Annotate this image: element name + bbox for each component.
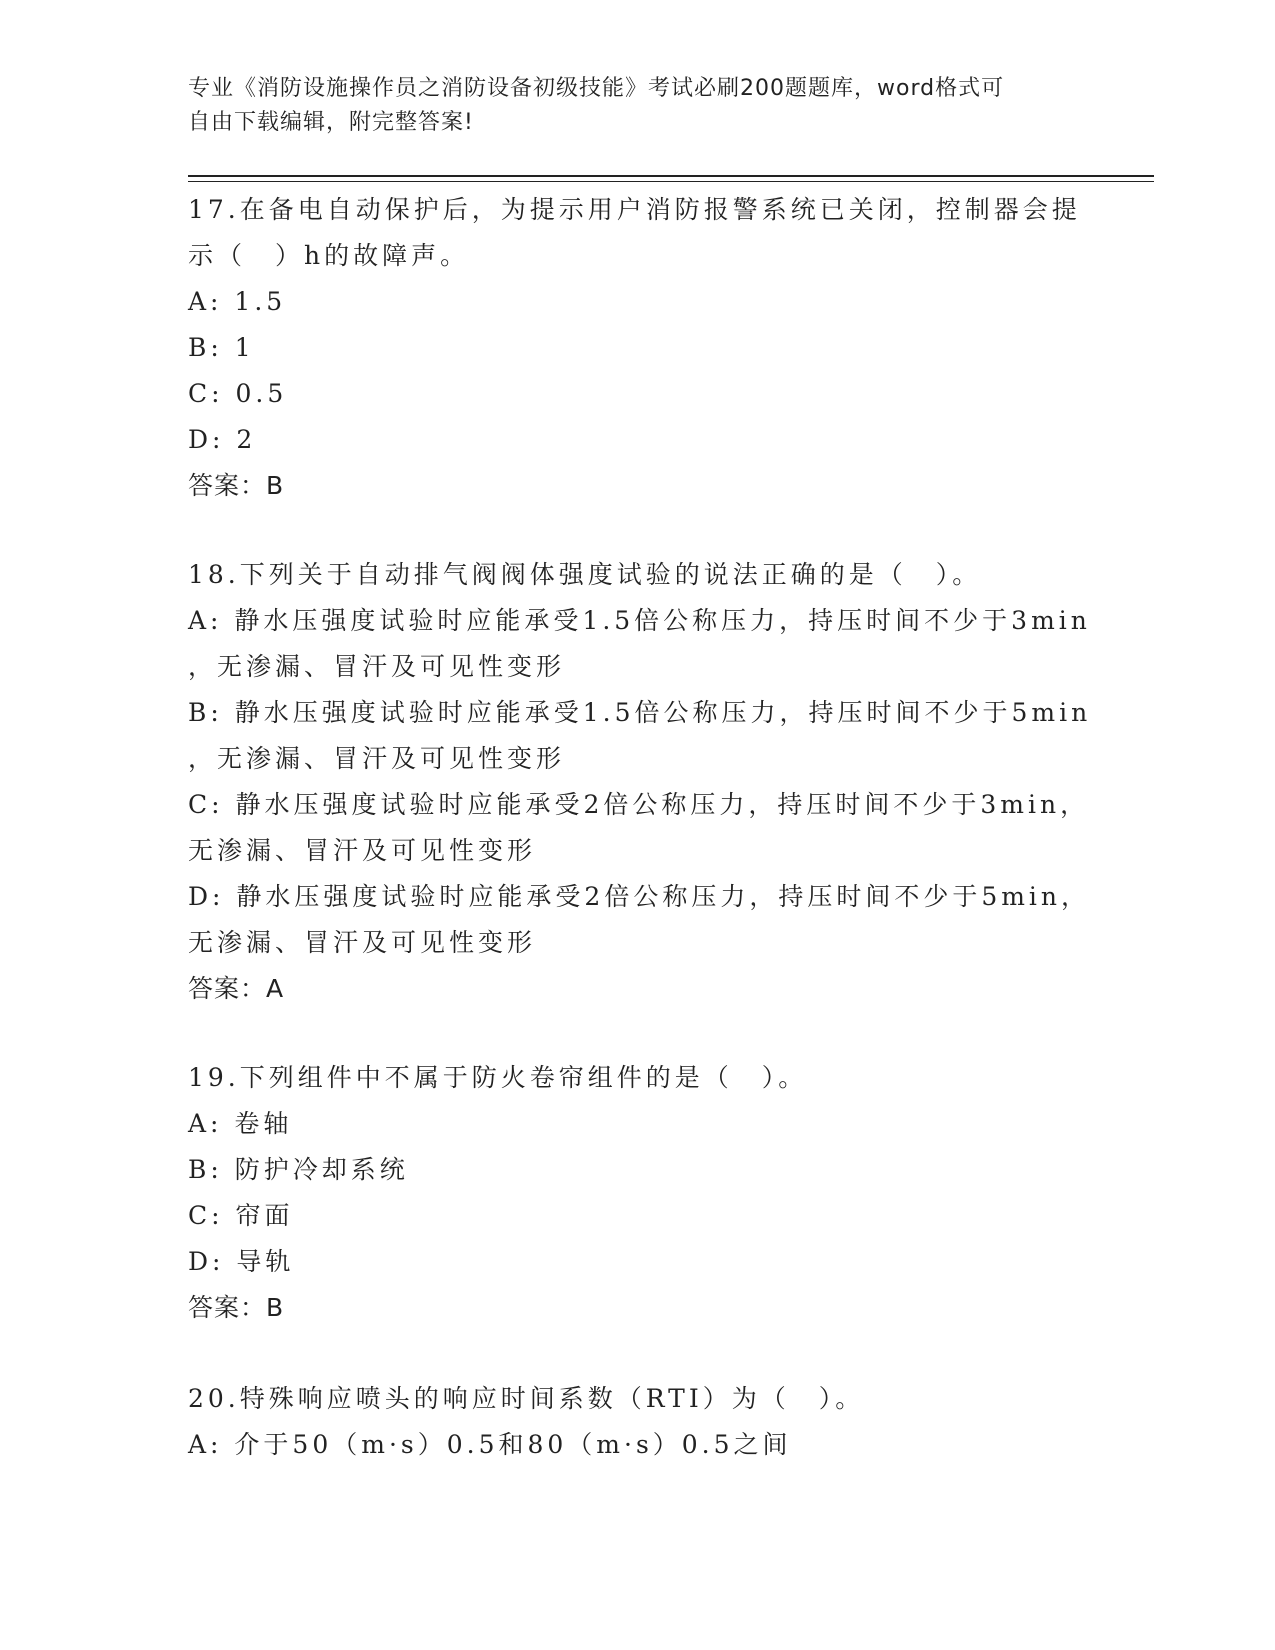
option-a: A: 1.5 <box>188 287 287 316</box>
option-b: B: 静水压强度试验时应能承受1.5倍公称压力，持压时间不少于5min <box>188 698 1092 727</box>
question-text-line: 18.下列关于自动排气阀阀体强度试验的说法正确的是（ ）。 <box>188 560 982 589</box>
question-text-line: 19.下列组件中不属于防火卷帘组件的是（ ）。 <box>188 1063 808 1092</box>
option-a: A: 卷轴 <box>188 1109 293 1138</box>
header-line-1: 专业《消防设施操作员之消防设备初级技能》考试必刷200题题库，word格式可 <box>188 76 1005 101</box>
answer: 答案：B <box>188 471 285 500</box>
question-text-line: 17.在备电自动保护后，为提示用户消防报警系统已关闭，控制器会提 <box>188 195 1081 224</box>
answer: 答案：A <box>188 974 285 1003</box>
question-text-line: 20.特殊响应喷头的响应时间系数（RTI）为（ ）。 <box>188 1384 865 1413</box>
question-18 <box>188 552 1188 1012</box>
option-b: B: 防护冷却系统 <box>188 1155 409 1184</box>
question-text-line: 示（ ）h的故障声。 <box>188 241 470 270</box>
option-c-continued: 无渗漏、冒汗及可见性变形 <box>188 836 537 865</box>
question-19 <box>188 1055 1188 1331</box>
option-d: D: 导轨 <box>188 1247 295 1276</box>
question-17 <box>188 187 1188 509</box>
option-a: A: 静水压强度试验时应能承受1.5倍公称压力，持压时间不少于3min <box>188 606 1091 635</box>
header-line-2: 自由下载编辑，附完整答案! <box>188 110 474 135</box>
option-a-continued: ，无渗漏、冒汗及可见性变形 <box>188 652 566 681</box>
header-divider-thin <box>188 181 1154 182</box>
header-divider-thick <box>188 175 1154 177</box>
option-c: C: 静水压强度试验时应能承受2倍公称压力，持压时间不少于3min， <box>188 790 1090 819</box>
option-d: D: 2 <box>188 425 257 454</box>
question-20 <box>188 1376 1188 1468</box>
option-a: A: 介于50（m·s）0.5和80（m·s）0.5之间 <box>188 1430 792 1459</box>
option-d: D: 静水压强度试验时应能承受2倍公称压力，持压时间不少于5min， <box>188 882 1091 911</box>
document-header <box>188 72 1088 140</box>
option-b-continued: ，无渗漏、冒汗及可见性变形 <box>188 744 566 773</box>
option-b: B: 1 <box>188 333 255 362</box>
option-c: C: 0.5 <box>188 379 288 408</box>
option-d-continued: 无渗漏、冒汗及可见性变形 <box>188 928 537 957</box>
answer: 答案：B <box>188 1293 285 1322</box>
option-c: C: 帘面 <box>188 1201 294 1230</box>
